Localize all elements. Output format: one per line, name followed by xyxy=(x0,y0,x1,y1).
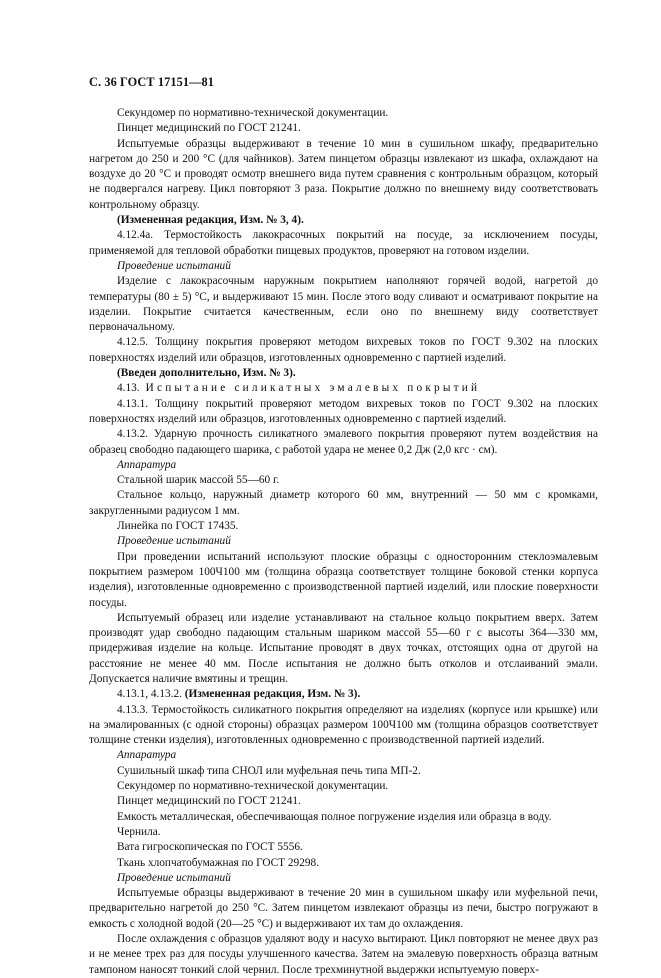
paragraph: Сушильный шкаф типа СНОЛ или муфельная печь типа МП-2. xyxy=(117,764,421,777)
paragraph: Изделие с лакокрасочным наружным покрытием наполняют горячей водой, нагретой до температуры (80 ± 5) °С, и выдерживают 15 мин. После этого воду сливают и осматривают покрытие на изделии. Покрытие считается качественным, если оно по внешнему виду соответствует первоначальному. xyxy=(89,275,598,334)
amendment-note: (Введен дополнительно, Изм. № 3). xyxy=(117,367,296,380)
paragraph: При проведении испытаний используют плоские образцы с односторонним стеклоэмалевым покрытием размером 100Ч100 мм (толщина образца соответствует толщине боковой стенки корпуса изделия), изготовленные одновременно с производственной партией изделий, или плоские поверхности посуды. xyxy=(89,550,598,609)
paragraph: Пинцет медицинский по ГОСТ 21241. xyxy=(117,122,301,135)
subheading: Аппаратура xyxy=(117,749,177,762)
section-title: Испытание силикатных эмалевых покрытий xyxy=(139,382,481,395)
paragraph: Испытуемый образец или изделие устанавливают на стальное кольцо покрытием вверх. Затем производят удар свободно падающим стальным шариком массой 55—60 г с высоты 364—330 мм, придерживая изделие на кольце. Испытание проводят в двух точках, отстоящих одна от другой на расстояние не менее 40 мм. После испытания не должно быть отколов и отслаиваний эмали. Допускается наличие вмятины и трещин. xyxy=(89,611,598,685)
subheading: Аппаратура xyxy=(117,458,177,471)
subheading: Проведение испытаний xyxy=(117,535,231,548)
paragraph: 4.13.1. Толщину покрытий проверяют методом вихревых токов по ГОСТ 9.302 на плоских поверхностях изделий или образцов, изготовленных одновременно с партией изделий. xyxy=(89,397,598,425)
paragraph: Испытуемые образцы выдерживают в течение 10 мин в сушильном шкафу, предварительно нагретом до 250 и 200 °С (для чайников). Затем пинцетом образцы извлекают из шкафа, охлаждают на воздухе до 20 °С и проводят осмотр внешнего вида путем сравнения с контрольным образцом, который не подвергался нагреву. Цикл повторяют 3 раза. Покрытие должно по внешнему виду соответствовать контрольному образцу. xyxy=(89,137,598,211)
paragraph: Чернила. xyxy=(117,825,161,838)
amendment-line xyxy=(89,687,598,702)
paragraph: Секундомер по нормативно-технической документации. xyxy=(117,780,389,793)
paragraph: Испытуемые образцы выдерживают в течение 20 мин в сушильном шкафу или муфельной печи, предварительно нагретой до 250 °С. Затем пинцетом извлекают образцы из печи, быстро погружают в емкость с холодной водой (20—25 °С) и выдерживают их там до охлаждения. xyxy=(89,887,598,930)
paragraph: Пинцет медицинский по ГОСТ 21241. xyxy=(117,795,301,808)
page-header: С. 36 ГОСТ 17151—81 xyxy=(89,75,215,89)
paragraph: 4.12.5. Толщину покрытия проверяют методом вихревых токов по ГОСТ 9.302 на плоских поверхностях изделий или образцов, изготовленных одновременно с партией изделий. xyxy=(89,336,598,364)
section-heading xyxy=(89,381,598,396)
subheading: Проведение испытаний xyxy=(117,259,231,272)
paragraph: Стальной шарик массой 55—60 г. xyxy=(117,474,280,487)
paragraph: Линейка по ГОСТ 17435. xyxy=(117,520,239,533)
amendment-note: (Измененная редакция, Изм. № 3). xyxy=(184,688,361,701)
paragraph: 4.12.4а. Термостойкость лакокрасочных покрытий на посуде, за исключением посуды, применяемой для тепловой обработки пищевых продуктов, проверяют на готовом изделии. xyxy=(89,229,598,257)
paragraph: Стальное кольцо, наружный диаметр которого 60 мм, внутренний — 50 мм с кромками, закругленными радиусом 1 мм. xyxy=(89,489,598,517)
section-number: 4.13. xyxy=(117,382,140,395)
subheading: Проведение испытаний xyxy=(117,871,231,884)
paragraph: Секундомер по нормативно-технической документации. xyxy=(117,107,389,119)
paragraph: 4.13.2. Ударную прочность силикатного эмалевого покрытия проверяют путем воздействия на образец свободно падающего шарика, с работой удара не менее 0,2 Дж (2,0 кгс · см). xyxy=(89,428,598,456)
paragraph: Вата гигроскопическая по ГОСТ 5556. xyxy=(117,841,303,854)
clause-refs: 4.13.1, 4.13.2. xyxy=(117,688,185,701)
amendment-note: (Измененная редакция, Изм. № 3, 4). xyxy=(117,214,304,227)
paragraph: 4.13.3. Термостойкость силикатного покрытия определяют на изделиях (корпусе или крышке) или на эмалированных (с одной стороны) образцах размером 100Ч100 мм (толщина образцов соответствует толщине стенки изделия), изготовленных одновременно с производственной партией изделий. xyxy=(89,703,598,747)
document-body xyxy=(89,106,598,978)
paragraph: Емкость металлическая, обеспечивающая полное погружение изделия или образца в воду. xyxy=(117,810,552,823)
paragraph: После охлаждения с образцов удаляют воду и насухо вытирают. Цикл повторяют не менее двух раз и не менее трех раз для посуды улучшенного качества. Затем на эмалевую поверхность образца ватным тампоном наносят тонкий слой чернил. После трехминутной выдержки испытуемую поверх- xyxy=(89,933,598,976)
paragraph: Ткань хлопчатобумажная по ГОСТ 29298. xyxy=(117,856,319,869)
